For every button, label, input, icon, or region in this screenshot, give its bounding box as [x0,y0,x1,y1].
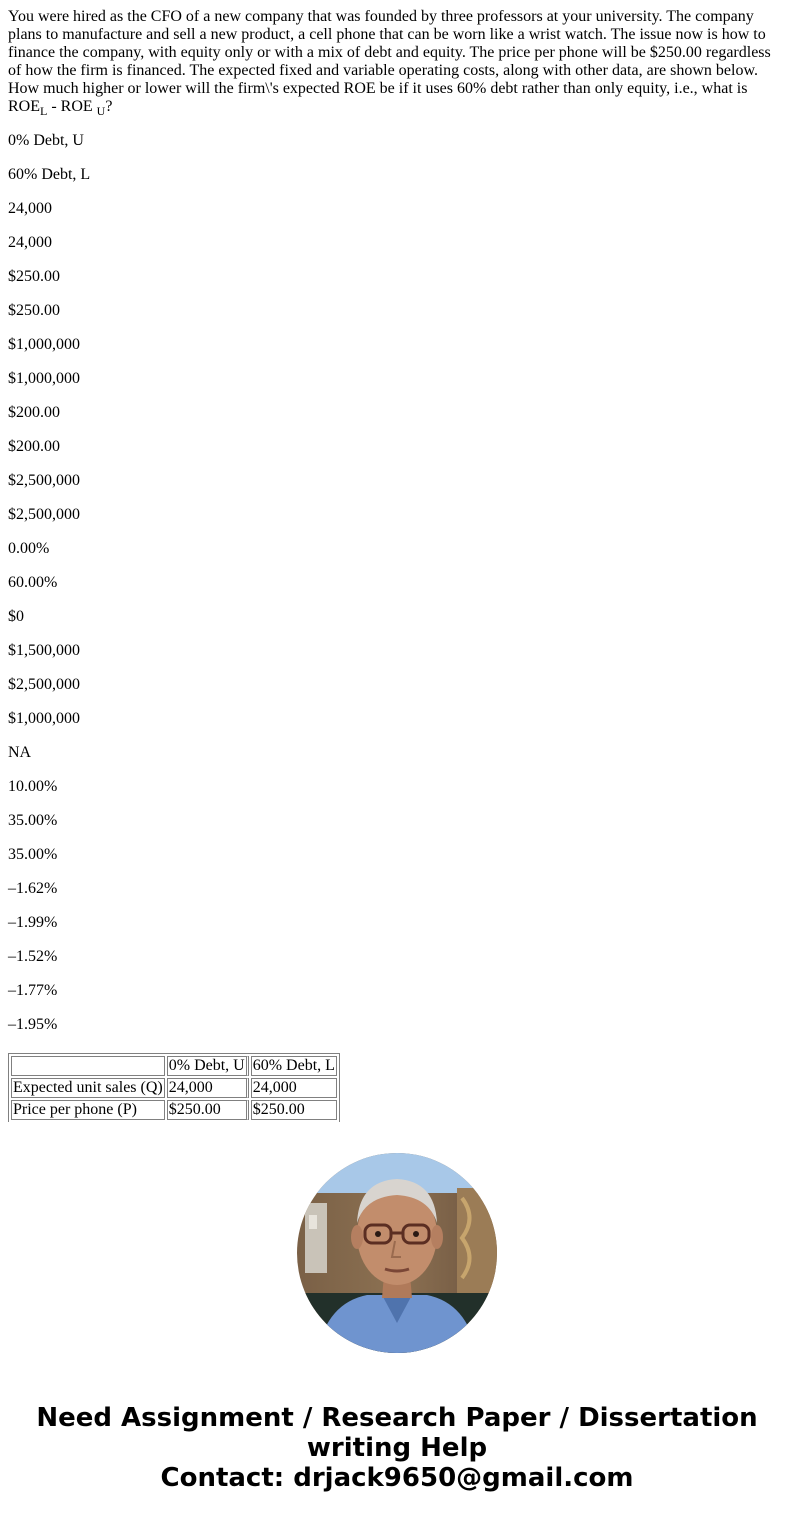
list-item: 24,000 [8,234,52,251]
list-item: 24,000 [8,200,52,217]
contact-banner [0,1403,794,1493]
list-item: 60.00% [8,574,58,591]
banner-line-1: Need Assignment / Research Paper / Dissertation [36,1403,758,1433]
list-item: $2,500,000 [8,676,80,693]
list-item: NA [8,744,32,761]
list-item: 35.00% [8,846,58,863]
banner-contact-line: Contact: drjack9650@gmail.com [160,1463,634,1493]
list-item: $1,000,000 [8,336,80,353]
list-item: –1.77% [8,982,58,999]
avatar [297,1153,497,1353]
list-item: $250.00 [8,302,60,319]
table-row [11,1078,337,1098]
question-body: You were hired as the CFO of a new company that was founded by three professors at your university. The company plans to manufacture and sell a new product, a cell phone that can be worn like a wrist watch. The issue now is how to finance the company, with equity only or with a mix of debt and equity. The price per phone will be $250.00 regardless of how the firm is financed. The expected fixed and variable operating costs, along with other data, are shown below. How much higher or lower will the firm\'s expected ROE be if it uses 60% debt rather than only equity, i.e., what is ROE [8,8,771,115]
list-item: $200.00 [8,404,60,421]
list-item: –1.62% [8,880,58,897]
data-table-wrapper [8,1053,340,1122]
table-cell: 24,000 [251,1078,337,1098]
table-cell: Price per phone (P) [11,1100,165,1120]
subscript-l: L [40,104,48,119]
value-list [8,132,786,1034]
table-header-cell: 0% Debt, U [167,1056,249,1076]
subscript-u: U [96,104,106,119]
banner-line-2: writing Help [306,1433,488,1463]
list-item: –1.99% [8,914,58,931]
document-body [8,8,786,1034]
table-header-row [11,1056,337,1076]
table-cell: $250.00 [167,1100,249,1120]
table-header-cell [11,1056,165,1076]
list-item: $250.00 [8,268,60,285]
table-cell: Expected unit sales (Q) [13,1079,163,1096]
list-item: $2,500,000 [8,506,80,523]
question-mid: - ROE [47,98,97,115]
list-item: 10.00% [8,778,58,795]
table-header-cell: 60% Debt, L [252,1057,335,1074]
list-item: –1.52% [8,948,58,965]
list-item: 60% Debt, L [8,166,91,183]
list-item: $200.00 [8,438,60,455]
table-cell: 24,000 [167,1078,249,1098]
question-end: ? [105,98,113,115]
list-item: 0.00% [8,540,50,557]
list-item: $1,500,000 [8,642,80,659]
table-row [11,1100,337,1120]
list-item: $1,000,000 [8,370,80,387]
question-text [8,8,786,119]
data-table [8,1053,340,1122]
list-item: –1.95% [8,1016,58,1033]
avatar-portrait-icon [297,1153,497,1353]
list-item: $1,000,000 [8,710,80,727]
list-item: 35.00% [8,812,58,829]
list-item: 0% Debt, U [8,132,84,149]
list-item: $0 [8,608,24,625]
table-cell: $250.00 [251,1100,337,1120]
list-item: $2,500,000 [8,472,80,489]
